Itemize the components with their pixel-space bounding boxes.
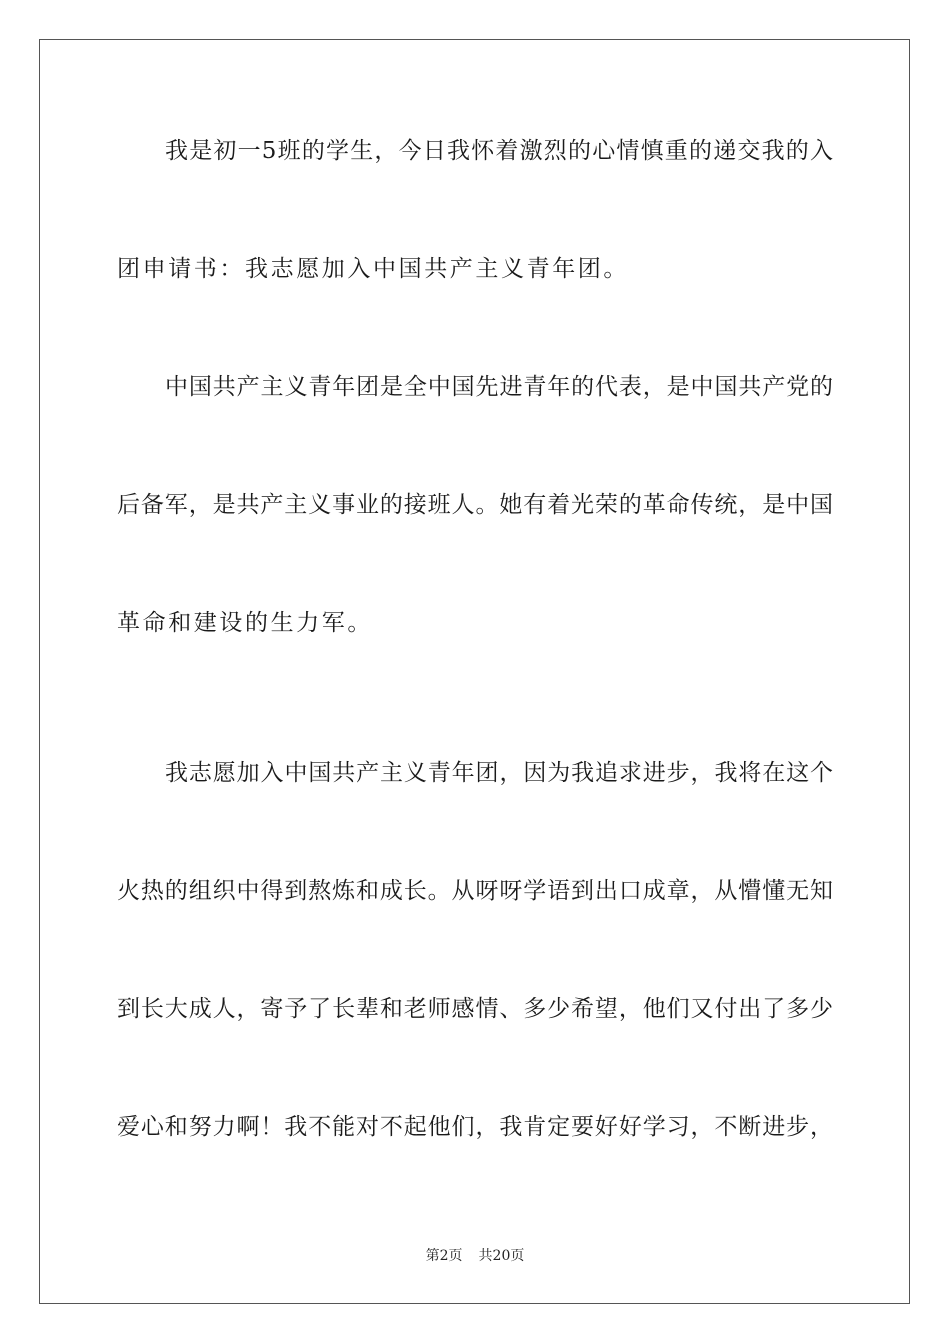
paragraph-1-line-2: 团申请书：我志愿加入中国共产主义青年团。 (117, 256, 629, 282)
paragraph-2-line-2: 后备军，是共产主义事业的接班人。她有着光荣的革命传统，是中国 (117, 492, 833, 518)
paragraph-2-line-3: 革命和建设的生力军。 (117, 610, 373, 636)
paragraph-2-line-1: 中国共产主义青年团是全中国先进青年的代表，是中国共产党的 (165, 374, 833, 400)
paragraph-3-line-3: 到长大成人，寄予了长辈和老师感情、多少希望，他们又付出了多少 (117, 996, 833, 1022)
paragraph-1-line-1: 我是初一5班的学生，今日我怀着激烈的心情慎重的递交我的入 (165, 138, 833, 164)
page-footer (0, 1247, 950, 1265)
page-number-current: 第2页 (425, 1248, 463, 1264)
paragraph-3-line-4: 爱心和努力啊！我不能对不起他们，我肯定要好好学习，不断进步， (117, 1114, 833, 1140)
paragraph-3-line-2: 火热的组织中得到熬炼和成长。从呀呀学语到出口成章，从懵懂无知 (117, 878, 833, 904)
page-number-total: 共20页 (478, 1248, 525, 1264)
paragraph-3-line-1: 我志愿加入中国共产主义青年团，因为我追求进步，我将在这个 (165, 760, 833, 786)
